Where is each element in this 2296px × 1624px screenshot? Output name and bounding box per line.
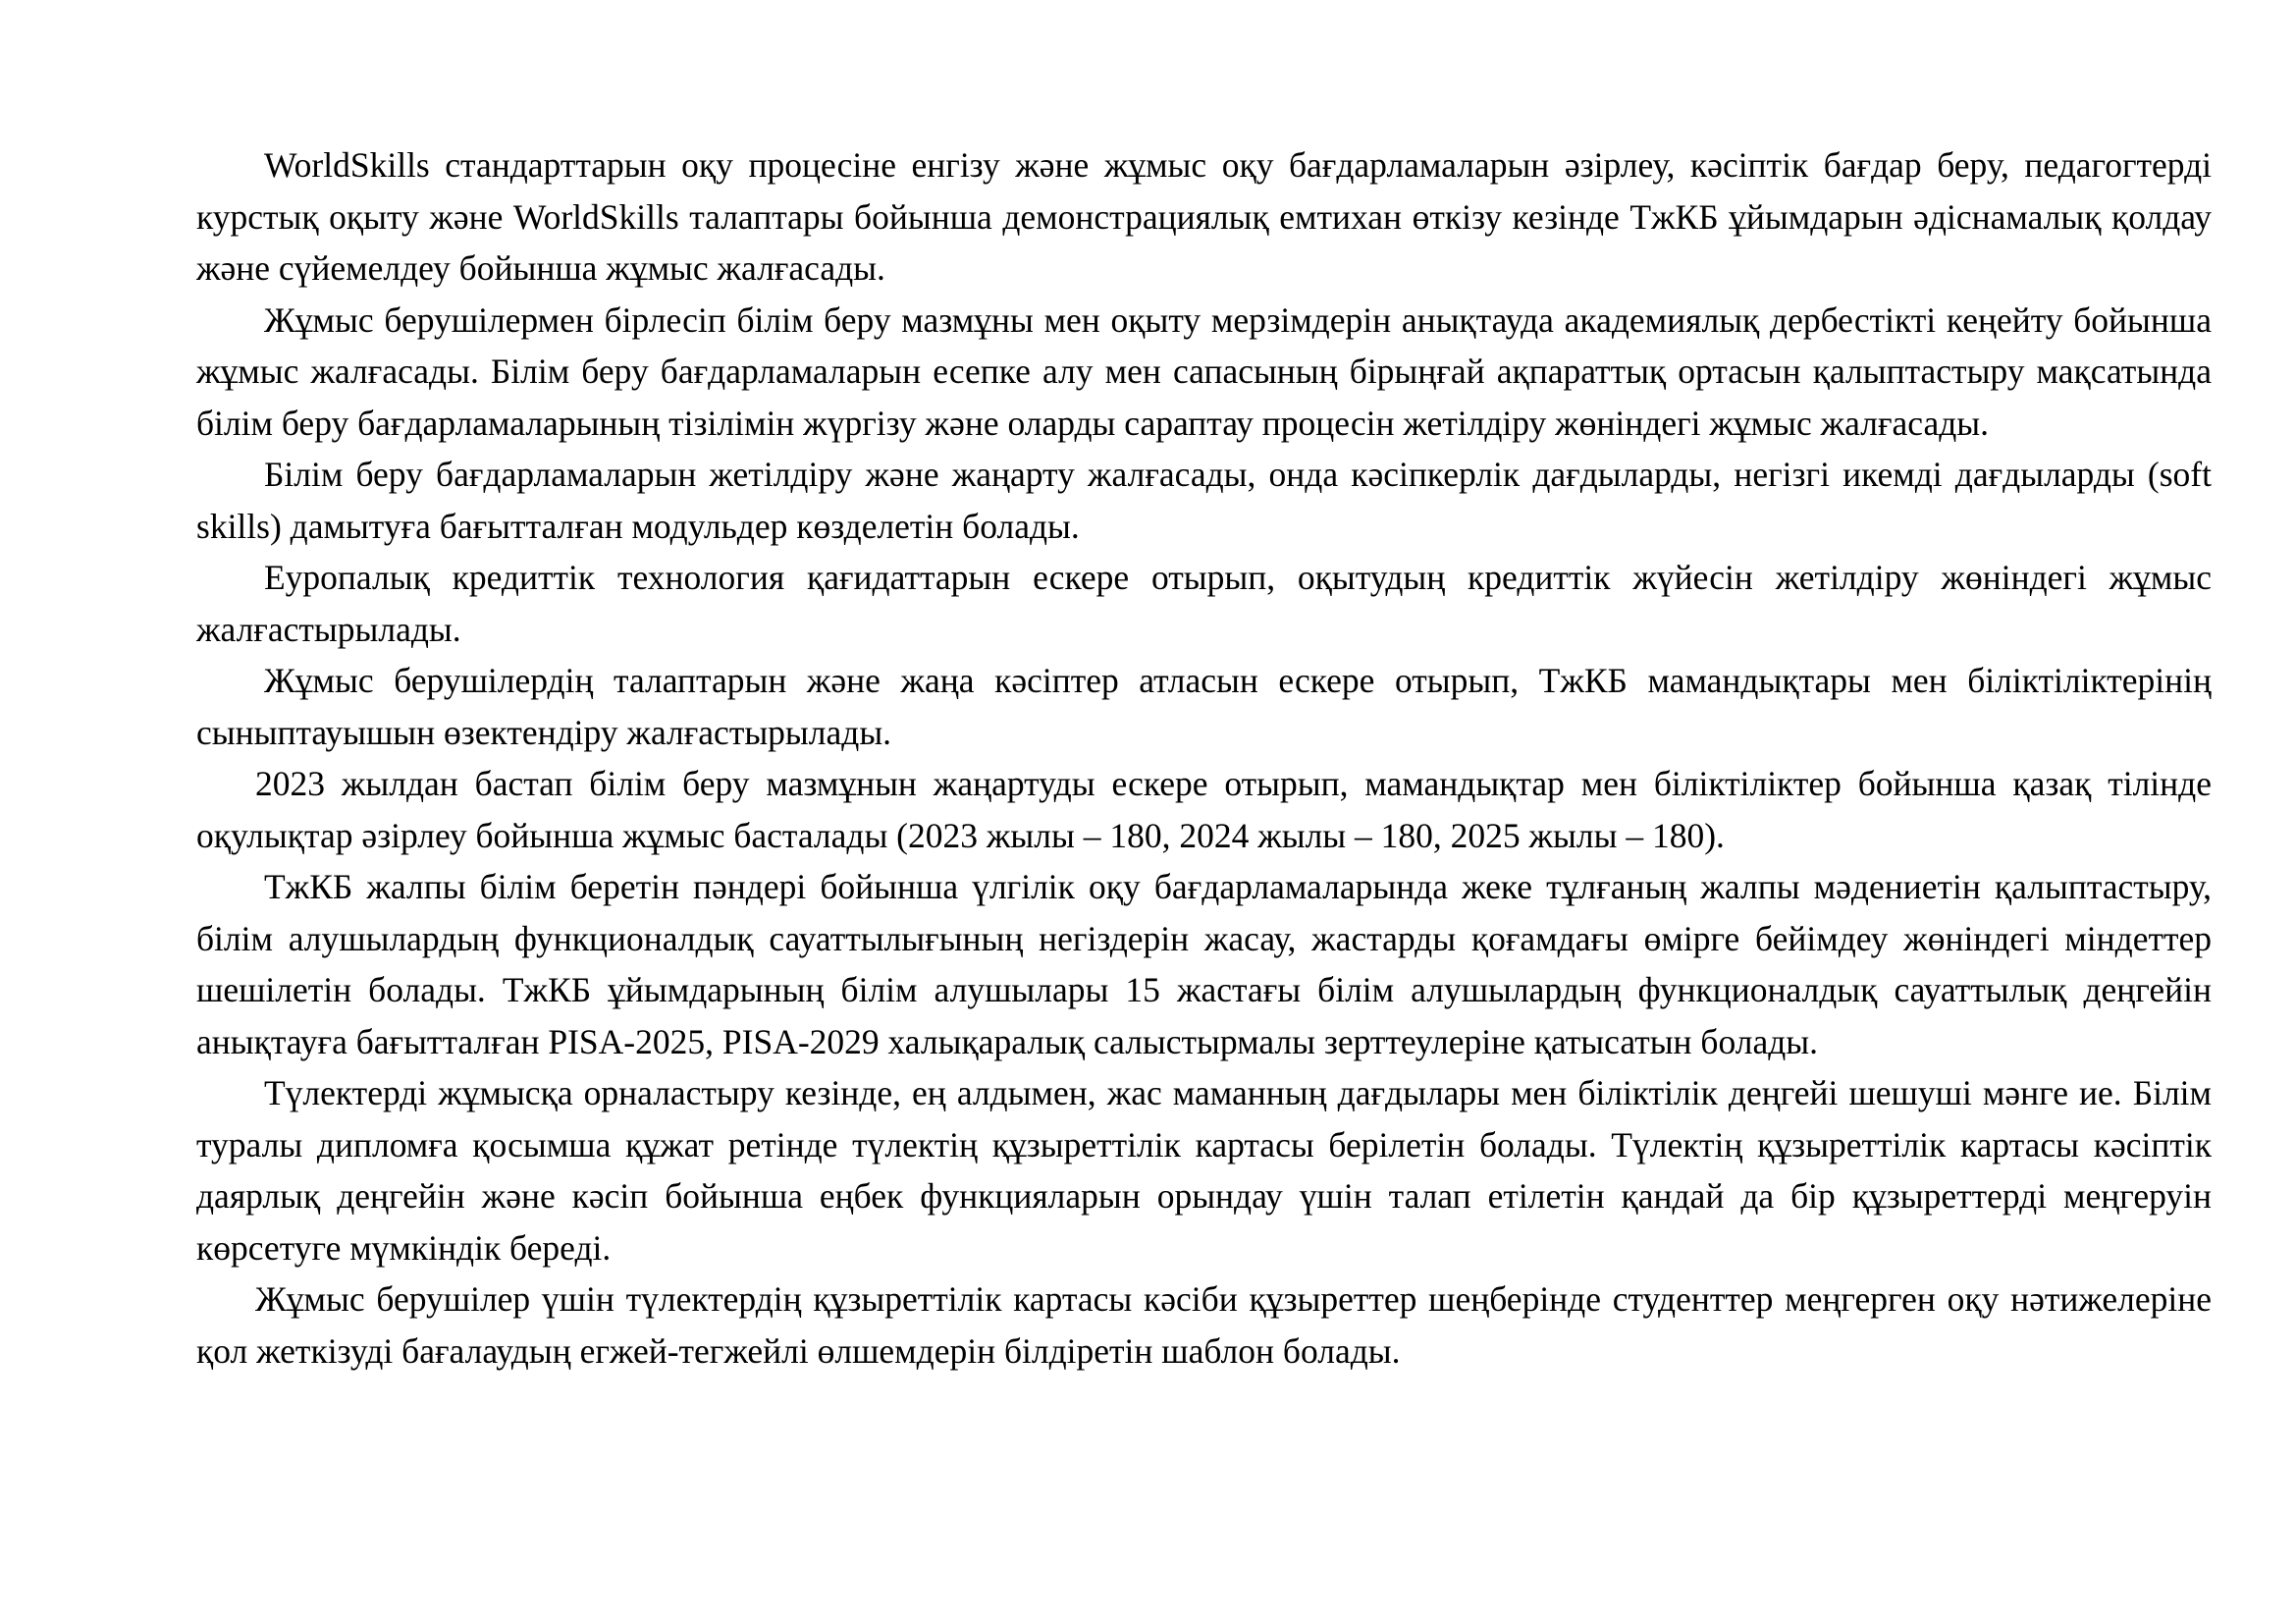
paragraph-classifier: Жұмыс берушілердің талаптарын және жаңа кәсіптер атласын ескере отырып, ТжКБ мамандықтары мен біліктіліктерінің сыныптауышын өзектендіру жалғастырылады.: [196, 661, 2212, 752]
paragraph-academic-autonomy: Жұмыс берушілермен бірлесіп білім беру мазмұны мен оқыту мерзімдерін анықтауда академиялық дербестікті кеңейту бойынша жұмыс жалғасады. Білім беру бағдарламаларын есепке алу мен сапасының бірыңғай ақпараттық ортасын қалыптастыру мақсатында білім беру бағдарламаларының тізілімін жүргізу және оларды сараптау процесін жетілдіру жөніндегі жұмыс жалғасады.: [196, 299, 2212, 443]
paragraph-pisa: ТжКБ жалпы білім беретін пәндері бойынша үлгілік оқу бағдарламаларында жеке тұлғаның жалпы мәдениетін қалыптастыру, білім алушылардың функционалдық сауаттылығының негіздерін жасау, жастарды қоғамдағы өмірге бейімдеу жөніндегі міндеттер шешілетін болады. ТжКБ ұйымдарының білім алушылары 15 жастағы білім алушылардың функционалдық сауаттылық деңгейін анықтауға бағытталған PISA-2025, PISA-2029 халықаралық салыстырмалы зерттеулеріне қатысатын болады.: [196, 867, 2212, 1061]
paragraph-program-update: Білім беру бағдарламаларын жетілдіру және жаңарту жалғасады, онда кәсіпкерлік дағдыларды, негізгі икемді дағдыларды (soft skills) дамытуға бағытталған модульдер көзделетін болады.: [196, 455, 2212, 546]
document-page: [196, 139, 2212, 1377]
paragraph-competence-card: Түлектерді жұмысқа орналастыру кезінде, ең алдымен, жас маманның дағдылары мен біліктілік деңгейі шешуші мәнге ие. Білім туралы дипломға қосымша құжат ретінде түлектің құзыреттілік картасы берілетін болады. Түлектің құзыреттілік картасы кәсіптік даярлық деңгейін және кәсіп бойынша еңбек функцияларын орындау үшін талап етілетін қандай да бір құзыреттерді меңгеруін көрсетуге мүмкіндік береді.: [196, 1073, 2212, 1268]
paragraph-worldskills: WorldSkills стандарттарын оқу процесіне енгізу және жұмыс оқу бағдарламаларын әзірлеу, кәсіптік бағдар беру, педагогтерді курстық оқыту және WorldSkills талаптары бойынша демонстрациялық емтихан өткізу кезінде ТжКБ ұйымдарын әдіснамалық қолдау және сүйемелдеу бойынша жұмыс жалғасады.: [196, 145, 2212, 288]
paragraph-employers-template: Жұмыс берушілер үшін түлектердің құзыреттілік картасы кәсіби құзыреттер шеңберінде студенттер меңгерген оқу нәтижелеріне қол жеткізуді бағалаудың егжей-тегжейлі өлшемдерін білдіретін шаблон болады.: [196, 1279, 2212, 1371]
paragraph-textbooks: 2023 жылдан бастап білім беру мазмұнын жаңартуды ескере отырып, мамандықтар мен біліктіліктер бойынша қазақ тілінде оқулықтар әзірлеу бойынша жұмыс басталады (2023 жылы – 180, 2024 жылы – 180, 2025 жылы – 180).: [196, 764, 2212, 855]
paragraph-credit-system: Еуропалық кредиттік технология қағидаттарын ескере отырып, оқытудың кредиттік жүйесін жетілдіру жөніндегі жұмыс жалғастырылады.: [196, 558, 2212, 649]
